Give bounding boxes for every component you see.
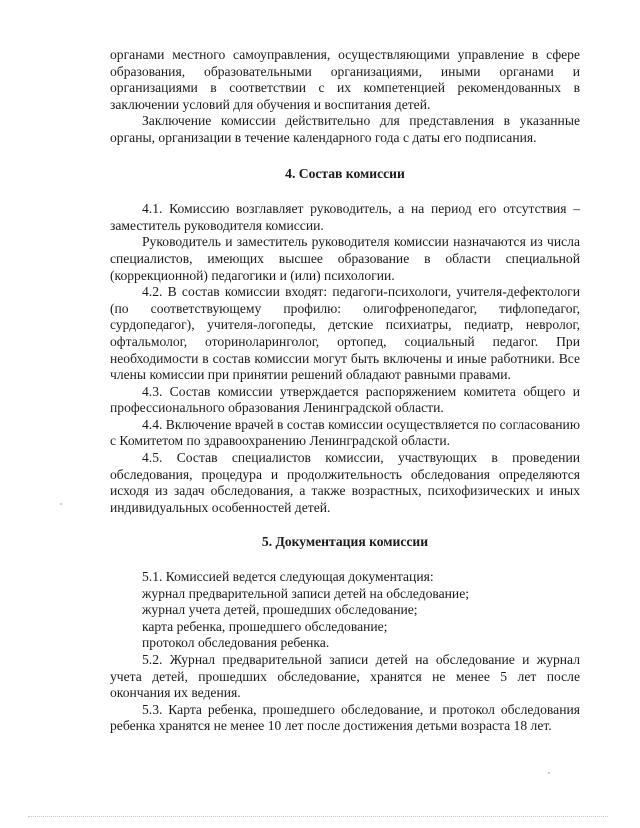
section-5-list-item: протокол обследования ребенка.	[142, 635, 330, 651]
section-4-paragraph-4-2: 4.2. В состав комиссии входят: педагоги-психологи, учителя-дефектологи (по соответствующему профилю: олигофренопедагог, тифлопедагог, сурдопедагог), учителя-логопеды, детские психиатры, педиатр, невролог, офтальмолог, оториноларинголог, ортопед, социальный педагог. При необходимости в состав комиссии могут быть включены и иные работники. Все члены комиссии при принятии решений обладают равными правами.	[110, 284, 580, 383]
section-4-paragraph-4-1: 4.1. Комиссию возглавляет руководитель, а на период его отсутствия – заместитель руководителя комиссии.	[110, 201, 580, 233]
section-5-list-item: журнал предварительной записи детей на обследование;	[142, 585, 469, 601]
section-5-paragraph-5-3: 5.3. Карта ребенка, прошедшего обследование, и протокол обследования ребенка хранятся не менее 10 лет после достижения детьми возраста 18 лет.	[110, 701, 580, 734]
section-4-paragraph-head-appointment: Руководитель и заместитель руководителя комиссии назначаются из числа специалистов, имеющих высшее образование в области специальной (коррекционной) педагогики и (или) психологии.	[110, 234, 580, 283]
page-bottom-rule	[28, 816, 608, 818]
section-5-list-item: журнал учета детей, прошедших обследование;	[142, 602, 418, 618]
scan-speck	[60, 503, 62, 505]
section-5-list-intro: 5.1. Комиссией ведется следующая документация:	[142, 569, 434, 585]
section-5-list-item: карта ребенка, прошедшего обследование;	[142, 618, 388, 634]
scan-speck	[548, 772, 550, 774]
section-5-paragraph-5-2: 5.2. Журнал предварительной записи детей на обследование и журнал учета детей, прошедших обследование, хранятся не менее 5 лет после окончания их ведения.	[110, 652, 580, 701]
section-4-paragraph-4-4: 4.4. Включение врачей в состав комиссии осуществляется по согласованию с Комитетом по здравоохранению Ленинградской области.	[110, 416, 580, 449]
intro-paragraph-validity: Заключение комиссии действительно для представления в указанные органы, организации в течение календарного года с даты его подписания.	[110, 113, 580, 145]
section-4-heading: 4. Состав комиссии	[285, 165, 405, 181]
document-body	[110, 47, 580, 735]
section-5-heading: 5. Документация комиссии	[261, 534, 429, 550]
section-4-paragraph-4-5: 4.5. Состав специалистов комиссии, участвующих в проведении обследования, процедура и продолжительность обследования определяются исходя из задач обследования, а также возрастных, психофизических и иных индивидуальных особенностей детей.	[110, 450, 580, 515]
section-4-paragraph-4-3: 4.3. Состав комиссии утверждается распоряжением комитета общего и профессионального образования Ленинградской области.	[110, 383, 580, 416]
intro-paragraph-continued: органами местного самоуправления, осуществляющими управление в сфере образования, образовательными организациями, иными органами и организациями в соответствии с их компетенцией рекомендованных в заключении условий для обучения и воспитания детей.	[110, 47, 580, 112]
